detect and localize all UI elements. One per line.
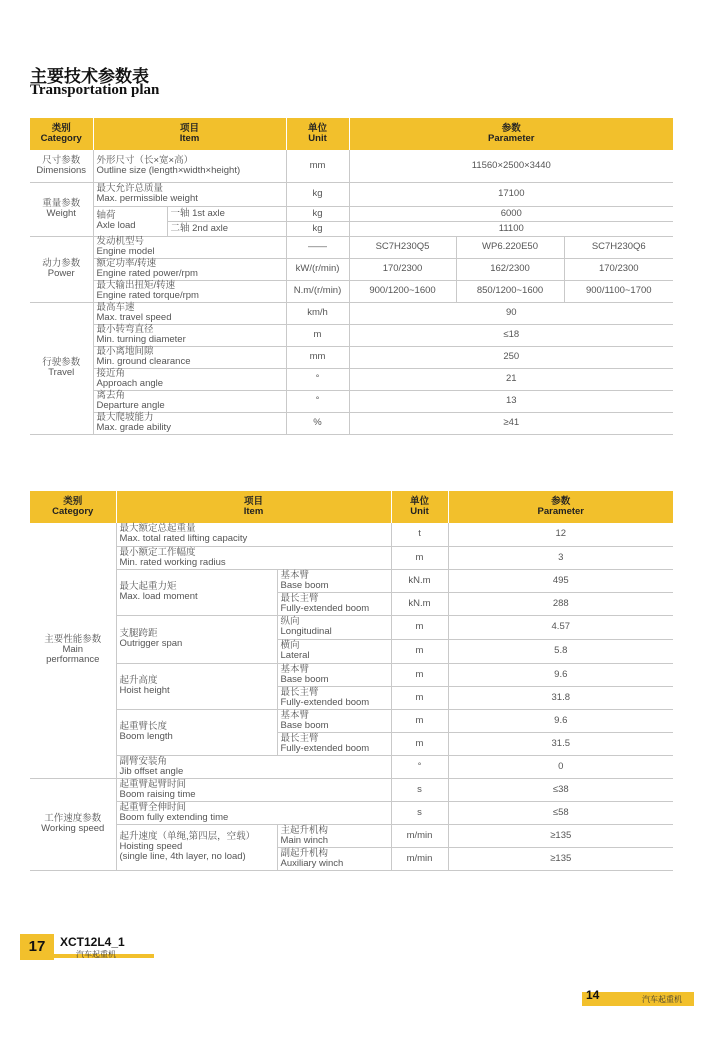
- item-cn: 起重臂起臂时间: [119, 778, 187, 790]
- unit-cell: m/min: [391, 847, 448, 870]
- header-unit-cn: 单位: [308, 123, 328, 134]
- item-cn: 支腿跨距: [119, 628, 158, 639]
- item-en: Engine model: [96, 246, 155, 257]
- item-en: Max. travel speed: [96, 312, 172, 323]
- item-en: Boom raising time: [119, 788, 196, 800]
- sub-item: 二轴 2nd axle: [167, 221, 286, 236]
- category-en: Weight: [46, 208, 76, 219]
- unit-cell: m: [286, 324, 349, 346]
- category-cn: 主要性能参数: [44, 634, 102, 646]
- header-unit-en: Unit: [410, 506, 429, 517]
- item-en: Outrigger span: [119, 638, 183, 649]
- value-cell: 13: [349, 390, 673, 412]
- item-cn: 最大允许总质量: [96, 183, 164, 194]
- value-cell: SC7H230Q5: [349, 236, 456, 258]
- value-cell: 5.8: [448, 639, 673, 663]
- category-cn: 工作速度参数: [44, 813, 102, 824]
- unit-cell: m: [391, 546, 448, 569]
- table-header: [30, 118, 673, 150]
- value-cell: 900/1100~1700: [564, 280, 673, 302]
- category-en: Power: [47, 268, 75, 279]
- value-cell: 31.8: [448, 686, 673, 709]
- item-cn: 最大输出扭矩/转速: [96, 280, 176, 291]
- table-row: [30, 801, 673, 824]
- table-row: [30, 258, 673, 280]
- header-category-cn: 类别: [51, 123, 71, 134]
- footer-subtitle: 汽车起重机: [76, 950, 116, 959]
- header-param-en: Parameter: [537, 506, 584, 517]
- table-row: [30, 236, 673, 258]
- value-cell: 90: [349, 302, 673, 324]
- item-cn: 最大额定总起重量: [119, 523, 196, 535]
- footer-subtitle: 汽车起重机: [642, 995, 682, 1004]
- item-en: Max. total rated lifting capacity: [119, 533, 248, 545]
- unit-cell: m: [391, 615, 448, 639]
- category-en: Main: [62, 644, 84, 656]
- sub-item-cn: 纵向: [280, 616, 300, 627]
- table-row: [30, 150, 673, 182]
- item-cn: 起升速度（单绳,第四层，空载）: [119, 831, 256, 842]
- value-cell: 6000: [349, 206, 673, 221]
- unit-cell: kW/(r/min): [286, 258, 349, 280]
- header-unit-cn: 单位: [410, 496, 430, 507]
- unit-cell: °: [391, 755, 448, 778]
- item-cn: 副臂安装角: [119, 755, 168, 767]
- unit-cell: kN.m: [391, 569, 448, 592]
- table-row: [30, 302, 673, 324]
- category-en: Working speed: [41, 823, 105, 834]
- item-en: Min. ground clearance: [96, 356, 191, 367]
- table-row: [30, 824, 673, 847]
- item-cn: 额定功率/转速: [96, 258, 157, 269]
- value-cell: 250: [349, 346, 673, 368]
- table-row: [30, 523, 673, 546]
- table-row: [30, 368, 673, 390]
- value-cell: ≤38: [448, 778, 673, 801]
- item-cn: 最小转弯直径: [96, 324, 154, 335]
- value-cell: ≥41: [349, 412, 673, 434]
- item-cn: 最小额定工作幅度: [119, 546, 196, 558]
- item-en: (single line, 4th layer, no load): [119, 851, 246, 862]
- item-cn: 起重臂全伸时间: [119, 801, 187, 813]
- sub-item-cn: 基本臂: [280, 663, 310, 675]
- unit-cell: °: [286, 368, 349, 390]
- item-en: Min. turning diameter: [96, 334, 186, 345]
- value-cell: 3: [448, 546, 673, 569]
- value-cell: 288: [448, 592, 673, 615]
- sub-item-en: Base boom: [280, 719, 329, 731]
- category-en: Dimensions: [36, 164, 87, 176]
- category-cn: 尺寸参数: [42, 154, 81, 166]
- sub-item-cn: 基本臂: [280, 569, 310, 581]
- table-row: [30, 546, 673, 569]
- unit-cell: kg: [286, 221, 349, 236]
- item-cn: 外形尺寸（长×宽×高）: [96, 154, 194, 166]
- header-item-en: Item: [243, 506, 264, 517]
- page-footer-secondary: [582, 988, 694, 1006]
- item-en: Hoist height: [119, 685, 170, 696]
- table-row: [30, 663, 673, 686]
- value-cell: ≤58: [448, 801, 673, 824]
- page-footer: [20, 934, 142, 960]
- table-row: [30, 280, 673, 302]
- sub-item-cn: 副起升机构: [280, 847, 329, 859]
- item-en: Boom length: [119, 731, 173, 742]
- table-row: [30, 182, 673, 206]
- unit-cell: ——: [286, 236, 349, 258]
- model-name: XCT12L4_1: [60, 935, 125, 949]
- item-en: Engine rated torque/rpm: [96, 290, 199, 301]
- value-cell: 12: [448, 523, 673, 546]
- item-cn: 最小离地间隙: [96, 346, 154, 357]
- table-row: [30, 709, 673, 732]
- value-cell: 162/2300: [456, 258, 564, 280]
- category-en: performance: [46, 654, 100, 666]
- table-row: [30, 324, 673, 346]
- sub-item-cn: 最长主臂: [280, 592, 319, 604]
- unit-cell: m/min: [391, 824, 448, 847]
- value-cell: ≥135: [448, 824, 673, 847]
- item-en: Departure angle: [96, 400, 165, 411]
- unit-cell: m: [391, 663, 448, 686]
- item-en: Max. permissible weight: [96, 193, 198, 204]
- header-param-en: Parameter: [488, 133, 535, 144]
- sub-item-en: Auxiliary winch: [280, 857, 344, 869]
- sub-item-en: Base boom: [280, 673, 329, 685]
- item-en: Max. load moment: [119, 591, 198, 602]
- value-cell: SC7H230Q6: [564, 236, 673, 258]
- sub-item-en: Base boom: [280, 579, 329, 591]
- unit-cell: s: [391, 778, 448, 801]
- header-item-cn: 项目: [244, 496, 264, 507]
- category-cn: 行驶参数: [42, 357, 81, 368]
- table-row: [30, 569, 673, 592]
- page-number: 14: [586, 988, 600, 1002]
- header-category-cn: 类别: [63, 496, 83, 507]
- value-cell: 170/2300: [564, 258, 673, 280]
- header-param-cn: 参数: [501, 123, 521, 134]
- value-cell: 4.57: [448, 615, 673, 639]
- header-category-en: Category: [40, 133, 82, 144]
- value-cell: 11560×2500×3440: [349, 150, 673, 182]
- unit-cell: N.m/(r/min): [286, 280, 349, 302]
- table-row: [30, 412, 673, 434]
- item-en: Approach angle: [96, 378, 164, 389]
- item-cn: 最大爬坡能力: [96, 412, 154, 423]
- category-en: Travel: [48, 367, 75, 378]
- value-cell: 9.6: [448, 709, 673, 732]
- table-row: [30, 615, 673, 639]
- item-cn: 接近角: [96, 368, 126, 379]
- table-row: [30, 206, 673, 221]
- category-cn: 重量参数: [42, 198, 81, 209]
- value-cell: 21: [349, 368, 673, 390]
- item-cn: 离去角: [96, 390, 126, 401]
- item-cn: 最高车速: [96, 302, 135, 313]
- sub-item-cn: 基本臂: [280, 709, 310, 721]
- sub-item-en: Main winch: [280, 834, 329, 846]
- header-unit-en: Unit: [308, 133, 327, 144]
- table-header: [30, 491, 673, 523]
- sub-item-cn: 最长主臂: [280, 686, 319, 698]
- sub-item-cn: 最长主臂: [280, 732, 319, 744]
- header-item-en: Item: [179, 133, 200, 144]
- value-cell: 11100: [349, 221, 673, 236]
- item-en: Jib offset angle: [119, 765, 184, 777]
- item-en: Axle load: [96, 220, 136, 231]
- sub-item-en: Fully-extended boom: [280, 602, 370, 614]
- item-en: Max. grade ability: [96, 422, 171, 433]
- page-title-en: Transportation plan: [30, 82, 160, 98]
- table-row: [30, 755, 673, 778]
- value-cell: 900/1200~1600: [349, 280, 456, 302]
- unit-cell: °: [286, 390, 349, 412]
- sub-item-en: Longitudinal: [280, 626, 332, 637]
- value-cell: ≥135: [448, 847, 673, 870]
- value-cell: WP6.220E50: [456, 236, 564, 258]
- header-item-cn: 项目: [180, 123, 200, 134]
- unit-cell: mm: [286, 346, 349, 368]
- sub-item-cn: 主起升机构: [280, 824, 329, 836]
- value-cell: 170/2300: [349, 258, 456, 280]
- item-cn: 起重臂长度: [119, 721, 168, 732]
- value-cell: 850/1200~1600: [456, 280, 564, 302]
- item-cn: 最大起重力矩: [119, 581, 177, 592]
- table-row: [30, 778, 673, 801]
- performance-spec-table: [30, 491, 673, 871]
- value-cell: 31.5: [448, 732, 673, 755]
- unit-cell: m: [391, 686, 448, 709]
- table-row: [30, 346, 673, 368]
- sub-item: 一轴 1st axle: [167, 206, 286, 221]
- value-cell: 17100: [349, 182, 673, 206]
- table-row: [30, 390, 673, 412]
- unit-cell: km/h: [286, 302, 349, 324]
- value-cell: 495: [448, 569, 673, 592]
- item-en: Engine rated power/rpm: [96, 268, 198, 279]
- item-en: Min. rated working radius: [119, 556, 226, 568]
- unit-cell: m: [391, 732, 448, 755]
- item-en: Hoisting speed: [119, 841, 183, 852]
- item-en: Boom fully extending time: [119, 811, 229, 823]
- value-cell: ≤18: [349, 324, 673, 346]
- header-category-en: Category: [52, 506, 94, 517]
- category-cn: 动力参数: [42, 258, 81, 269]
- transport-spec-table: [30, 118, 673, 435]
- unit-cell: m: [391, 709, 448, 732]
- sub-item-cn: 横向: [280, 640, 300, 651]
- unit-cell: m: [391, 639, 448, 663]
- unit-cell: kg: [286, 182, 349, 206]
- unit-cell: kN.m: [391, 592, 448, 615]
- unit-cell: s: [391, 801, 448, 824]
- value-cell: 0: [448, 755, 673, 778]
- sub-item-en: Lateral: [280, 650, 310, 661]
- sub-item-en: Fully-extended boom: [280, 696, 370, 708]
- item-en: Outline size (length×width×height): [96, 164, 241, 176]
- item-cn: 轴荷: [96, 210, 116, 221]
- unit-cell: t: [391, 523, 448, 546]
- unit-cell: mm: [286, 150, 349, 182]
- unit-cell: kg: [286, 206, 349, 221]
- sub-item-en: Fully-extended boom: [280, 742, 370, 754]
- value-cell: 9.6: [448, 663, 673, 686]
- page-number: 17: [20, 934, 54, 960]
- page-title-cn: 主要技术参数表: [30, 67, 149, 86]
- item-cn: 起升高度: [119, 675, 158, 686]
- header-param-cn: 参数: [551, 496, 571, 507]
- item-cn: 发动机型号: [96, 236, 145, 247]
- unit-cell: %: [286, 412, 349, 434]
